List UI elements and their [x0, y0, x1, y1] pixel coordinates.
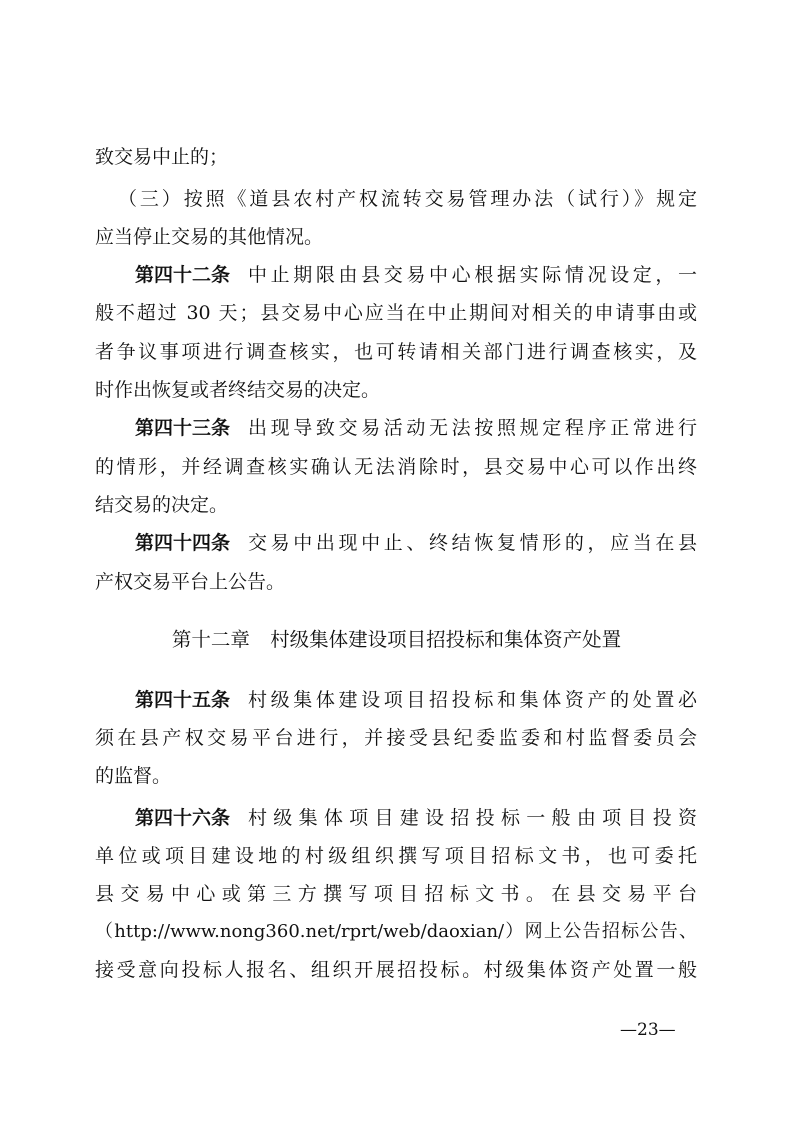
line-text: 致交易中止的；	[95, 146, 229, 168]
text-line	[118, 186, 697, 212]
article-45	[135, 687, 697, 713]
line-text: （http://www.nong360.net/rprt/web/daoxian/）网上公告招标公告、	[95, 921, 697, 942]
article-label: 第四十四条	[135, 532, 231, 554]
text-line	[95, 339, 697, 365]
text-line	[95, 725, 697, 751]
line-text: 时作出恢复或者终结交易的决定。	[95, 379, 381, 401]
text-line-url	[95, 919, 697, 945]
article-42	[135, 262, 697, 288]
line-text: 单位或项目建设地的村级组织撰写项目招标文书，也可委托	[95, 845, 697, 867]
text-line	[95, 377, 697, 403]
line-text: 接受意向投标人报名、组织开展招投标。村级集体资产处置一般	[95, 959, 697, 981]
article-label: 第四十六条	[135, 807, 231, 829]
text-line	[95, 569, 697, 595]
text-line	[95, 300, 697, 326]
line-text: 中止期限由县交易中心根据实际情况设定，一	[248, 264, 697, 286]
chapter-title: 第十二章 村级集体建设项目招投标和集体资产处置	[171, 628, 622, 651]
line-text: 者争议事项进行调查核实，也可转请相关部门进行调查核实，及	[95, 341, 697, 363]
article-label: 第四十二条	[135, 264, 231, 286]
line-text: 交易中出现中止、终结恢复情形的，应当在县	[248, 532, 697, 554]
article-46	[135, 805, 697, 831]
line-text: 须在县产权交易平台进行，并接受县纪委监委和村监督委员会	[95, 727, 697, 749]
text-line	[95, 957, 697, 983]
line-text: 结交易的决定。	[95, 494, 229, 516]
line-text: （三）按照《道县农村产权流转交易管理办法（试行）》规定	[118, 188, 697, 210]
text-line	[95, 763, 697, 789]
article-label: 第四十三条	[135, 417, 231, 439]
line-text: 出现导致交易活动无法按照规定程序正常进行	[248, 417, 697, 439]
line-text: 县交易中心或第三方撰写项目招标文书。在县交易平台	[95, 883, 697, 905]
text-line	[95, 881, 697, 907]
line-text: 的监督。	[95, 765, 172, 787]
text-line	[95, 843, 697, 869]
text-line	[95, 144, 697, 170]
line-text: 应当停止交易的其他情况。	[95, 226, 324, 248]
page-number: —23—	[620, 1020, 676, 1040]
text-line	[95, 492, 697, 518]
line-text: 村级集体建设项目招投标和集体资产的处置必	[248, 689, 697, 711]
line-text: 产权交易平台上公告。	[95, 571, 286, 593]
text-line	[95, 224, 697, 250]
article-label: 第四十五条	[135, 689, 231, 711]
article-44	[135, 530, 697, 556]
line-text: 般不超过 30 天；县交易中心应当在中止期间对相关的申请事由或	[95, 302, 697, 324]
article-43	[135, 415, 697, 441]
line-text: 村级集体项目建设招投标一般由项目投资	[248, 807, 697, 829]
text-line	[95, 454, 697, 480]
line-text: 的情形，并经调查核实确认无法消除时，县交易中心可以作出终	[95, 456, 697, 478]
